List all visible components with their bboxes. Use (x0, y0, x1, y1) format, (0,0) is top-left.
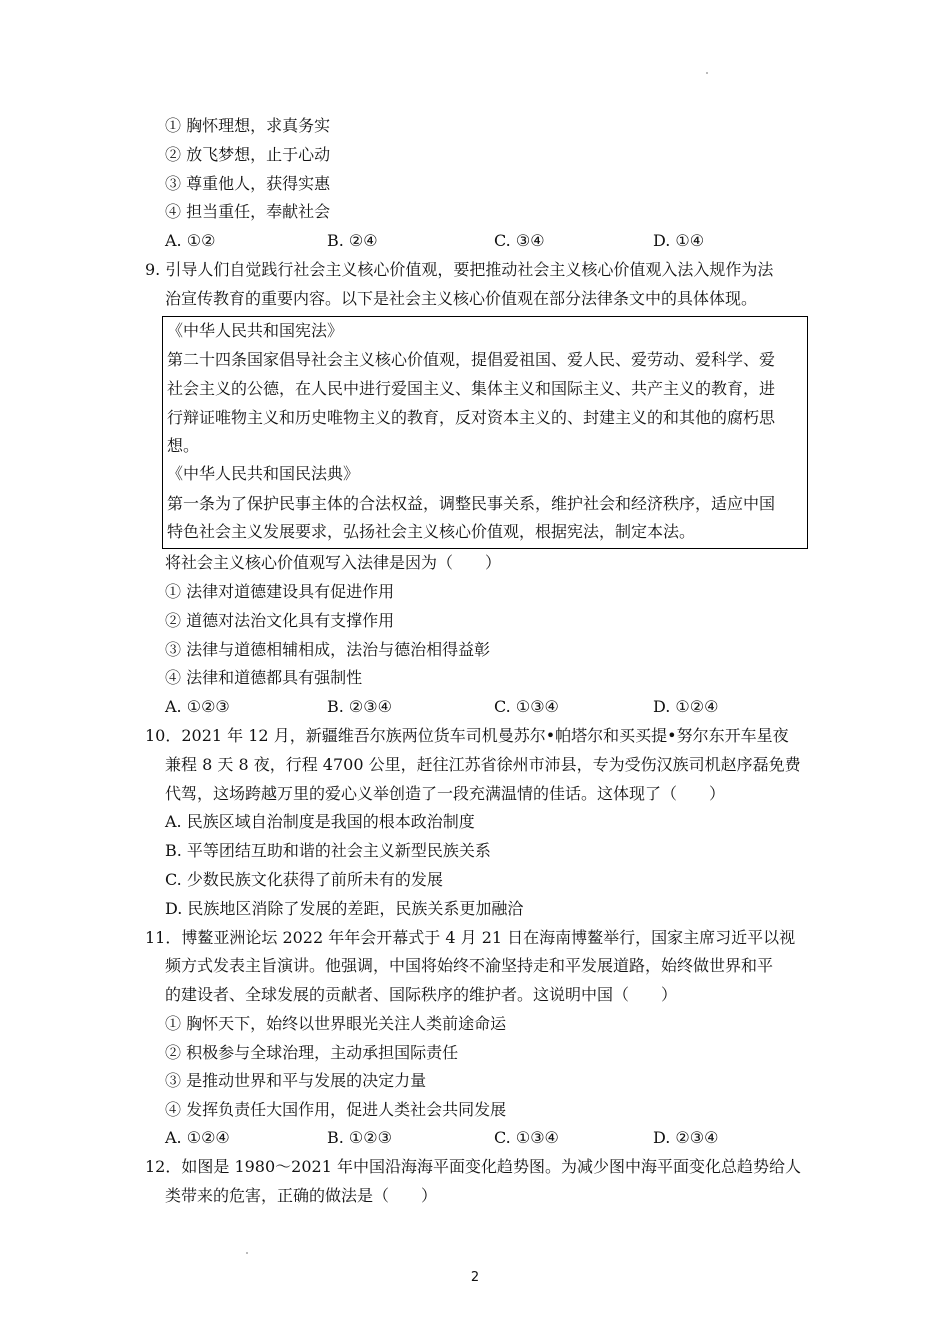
q12-stem-line-2: 类带来的危害，正确的做法是（ ） (165, 1186, 438, 1205)
law-box-line-1: 《中华人民共和国宪法》 (167, 321, 344, 340)
q11-stem-line-1: 11．博鳌亚洲论坛 2022 年年会开幕式于 4 月 21 日在海南博鳌举行，国家主席习近平以视 (145, 928, 796, 947)
q9-stem-line-1: 9. 引导人们自觉践行社会主义核心价值观，要把推动社会主义核心价值观入法入规作为法 (145, 260, 774, 279)
q9-item-3: ③ 法律与道德相辅相成，法治与德治相得益彰 (165, 640, 491, 659)
q9-item-4: ④ 法律和道德都具有强制性 (165, 668, 363, 687)
law-box-line-6: 《中华人民共和国民法典》 (167, 464, 360, 483)
q9-option-b[interactable]: B. ②③④ (327, 697, 392, 716)
q10-choice-d[interactable]: D. 民族地区消除了发展的差距，民族关系更加融洽 (165, 899, 524, 918)
law-box-line-8: 特色社会主义发展要求，弘扬社会主义核心价值观，根据宪法，制定本法。 (167, 522, 696, 541)
q8-item-1: ① 胸怀理想，求真务实 (165, 116, 331, 135)
law-box-line-7: 第一条为了保护民事主体的合法权益，调整民事关系，维护社会和经济秩序，适应中国 (167, 494, 776, 513)
q11-option-d[interactable]: D. ②③④ (653, 1128, 719, 1147)
q8-item-2: ② 放飞梦想，止于心动 (165, 145, 331, 164)
q11-item-3: ③ 是推动世界和平与发展的决定力量 (165, 1071, 427, 1090)
q8-item-3: ③ 尊重他人，获得实惠 (165, 174, 331, 193)
q8-option-d[interactable]: D. ①④ (653, 231, 705, 250)
q11-item-1: ① 胸怀天下，始终以世界眼光关注人类前途命运 (165, 1014, 507, 1033)
q11-item-4: ④ 发挥负责任大国作用，促进人类社会共同发展 (165, 1100, 507, 1119)
q8-option-b[interactable]: B. ②④ (327, 231, 378, 250)
q9-stem-line-2: 治宣传教育的重要内容。以下是社会主义核心价值观在部分法律条文中的具体体现。 (165, 289, 758, 308)
q11-option-a[interactable]: A. ①②④ (165, 1128, 230, 1147)
q9-option-d[interactable]: D. ①②④ (653, 697, 719, 716)
q8-item-4: ④ 担当重任，奉献社会 (165, 202, 331, 221)
q8-option-a[interactable]: A. ①② (165, 231, 216, 250)
q10-choice-c[interactable]: C. 少数民族文化获得了前所未有的发展 (165, 870, 443, 889)
q11-stem-line-2: 频方式发表主旨演讲。他强调，中国将始终不渝坚持走和平发展道路，始终做世界和平 (165, 956, 774, 975)
scan-dot (706, 72, 708, 74)
law-box-line-3: 社会主义的公德，在人民中进行爱国主义、集体主义和国际主义、共产主义的教育，进 (167, 379, 776, 398)
law-box-line-5: 想。 (167, 436, 200, 455)
page-number: 2 (470, 1270, 480, 1285)
q12-stem-line-1: 12．如图是 1980～2021 年中国沿海海平面变化趋势图。为减少图中海平面变化总趋势给人 (145, 1157, 801, 1176)
q8-option-c[interactable]: C. ③④ (494, 231, 545, 250)
q9-item-2: ② 道德对法治文化具有支撑作用 (165, 611, 395, 630)
q10-stem-line-1: 10．2021 年 12 月，新疆维吾尔族两位货车司机曼苏尔•帕塔尔和买买提•努尔东开车星夜 (145, 726, 789, 745)
q10-choice-b[interactable]: B. 平等团结互助和谐的社会主义新型民族关系 (165, 841, 491, 860)
q10-stem-line-3: 代驾，这场跨越万里的爱心义举创造了一段充满温情的佳话。这体现了（ ） (165, 784, 726, 803)
q9-item-1: ① 法律对道德建设具有促进作用 (165, 582, 395, 601)
q11-stem-line-3: 的建设者、全球发展的贡献者、国际秩序的维护者。这说明中国（ ） (165, 985, 678, 1004)
law-box-line-2: 第二十四条国家倡导社会主义核心价值观，提倡爱祖国、爱人民、爱劳动、爱科学、爱 (167, 350, 776, 369)
q9-question: 将社会主义核心价值观写入法律是因为（ ） (165, 553, 502, 572)
q11-option-b[interactable]: B. ①②③ (327, 1128, 392, 1147)
q9-option-a[interactable]: A. ①②③ (165, 697, 230, 716)
q11-option-c[interactable]: C. ①③④ (494, 1128, 559, 1147)
q10-stem-line-2: 兼程 8 天 8 夜，行程 4700 公里，赶往江苏省徐州市沛县，专为受伤汉族司机赵序磊免费 (165, 755, 801, 774)
q9-option-c[interactable]: C. ①③④ (494, 697, 559, 716)
law-box-line-4: 行辩证唯物主义和历史唯物主义的教育，反对资本主义的、封建主义的和其他的腐朽思 (167, 408, 776, 427)
scan-dot (246, 1252, 248, 1254)
q10-choice-a[interactable]: A. 民族区域自治制度是我国的根本政治制度 (165, 812, 475, 831)
q11-item-2: ② 积极参与全球治理，主动承担国际责任 (165, 1043, 459, 1062)
